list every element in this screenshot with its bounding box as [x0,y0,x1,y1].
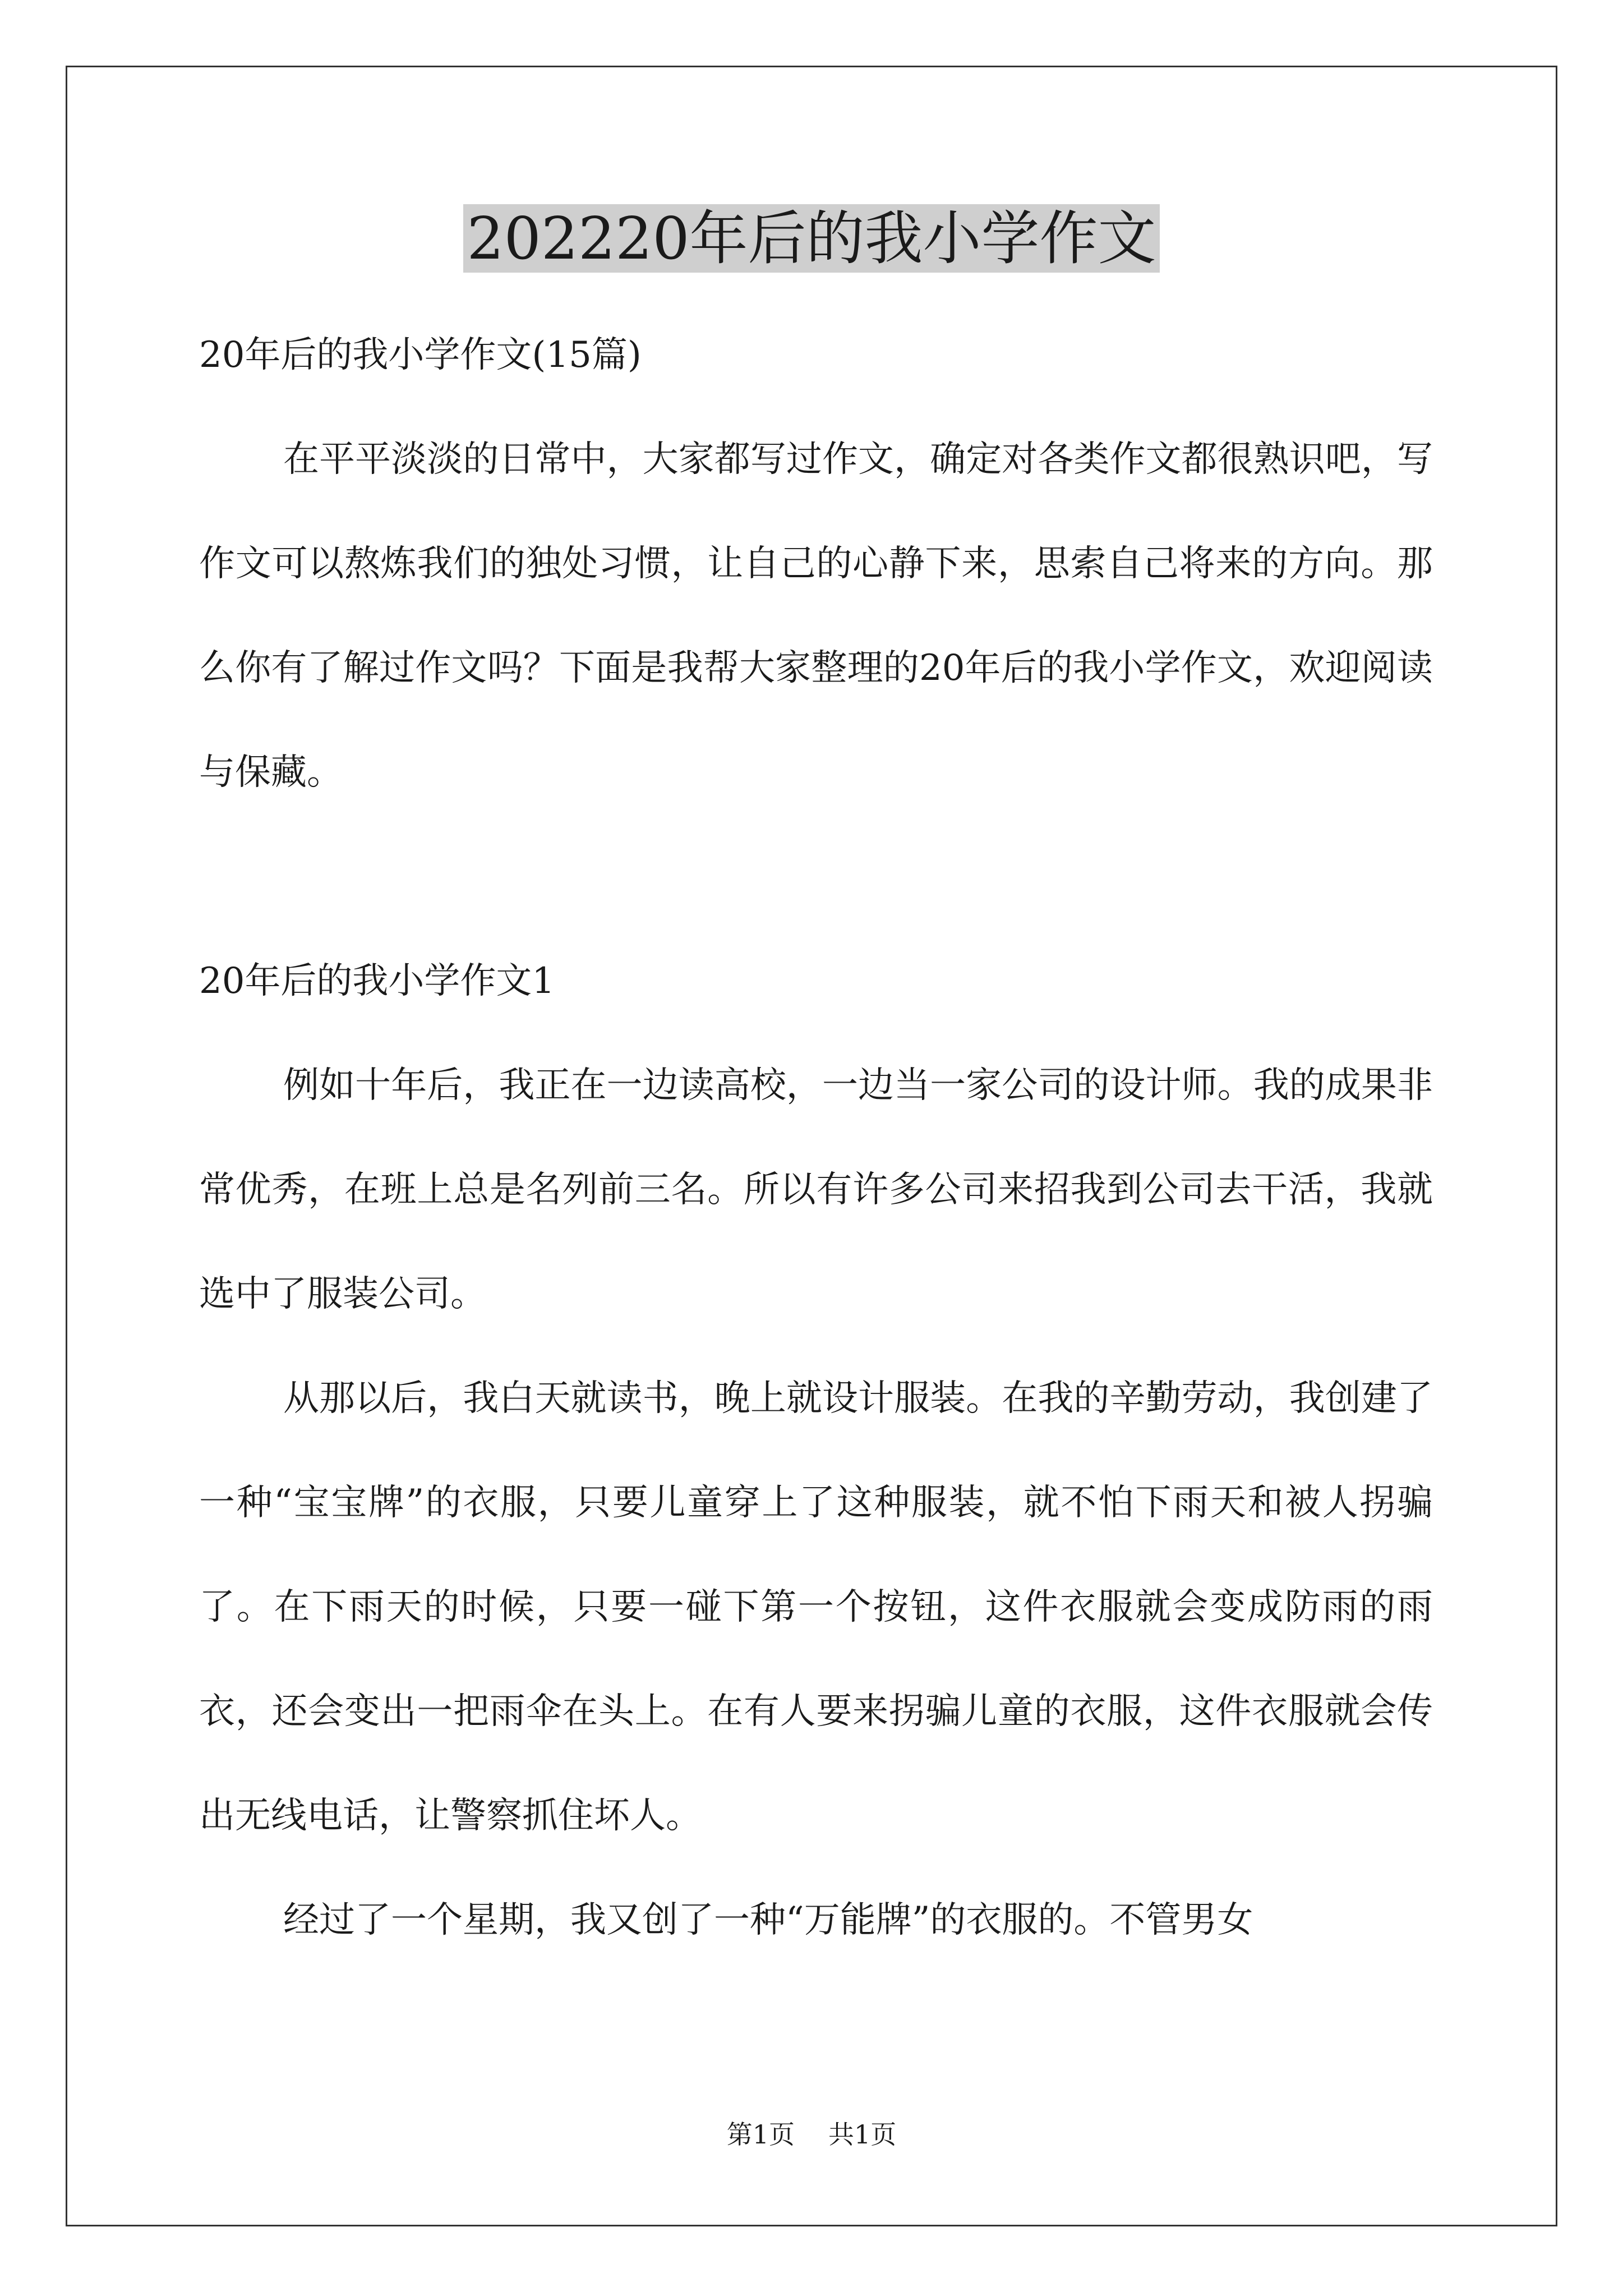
page-total: 共1页 [828,2119,897,2150]
intro-paragraph: 在平平淡淡的日常中，大家都写过作文，确定对各类作文都很熟识吧，写作文可以熬炼我们的独处习惯，让自己的心静下来，思索自己将来的方向。那么你有了解过作文吗？下面是我帮大家整理的20年后的我小学作文，欢迎阅读与保藏。 [199,439,1433,793]
body-paragraph: 从那以后，我白天就读书，晚上就设计服装。在我的辛勤劳动，我创建了一种“宝宝牌”的衣服，只要儿童穿上了这种服装，就不怕下雨天和被人拐骗了。在下雨天的时候，只要一碰下第一个按钮，这件衣服就会变成防雨的雨衣，还会变出一把雨伞在头上。在有人要来拐骗儿童的衣服，这件衣服就会传出无线电话，让警察抓住坏人。 [199,1378,1433,1837]
document-subtitle: 20年后的我小学作文(15篇) [199,334,642,376]
document-title [0,196,1623,280]
page-number: 第1页 [726,2119,795,2150]
section-heading: 20年后的我小学作文1 [199,960,555,1002]
document-title-text: 202220年后的我小学作文 [463,204,1159,273]
body-paragraph: 例如十年后，我正在一边读高校，一边当一家公司的设计师。我的成果非常优秀，在班上总是名列前三名。所以有许多公司来招我到公司去干活，我就选中了服装公司。 [199,1065,1433,1315]
document-body [199,303,1433,1972]
body-paragraph: 经过了一个星期，我又创了一种“万能牌”的衣服的。不管男女 [283,1899,1253,1941]
blank-line [199,825,1433,929]
page-footer [0,2118,1623,2151]
